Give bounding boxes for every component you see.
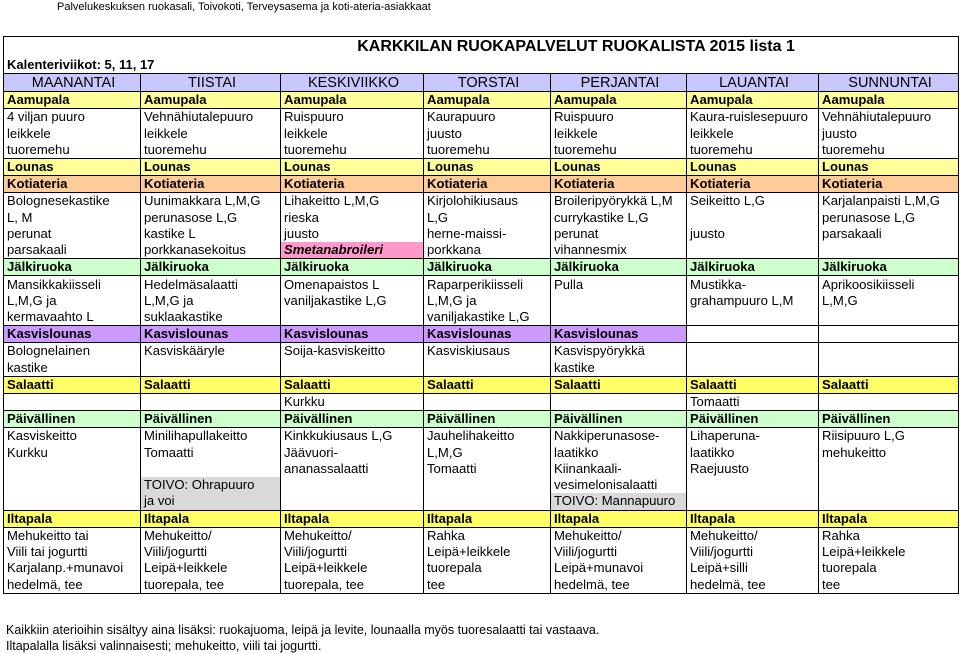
menu-cell: Minilihapullakeitto xyxy=(141,428,281,445)
menu-cell: perunasose L,G xyxy=(819,209,959,225)
menu-cell: Lihakeitto L,M,G xyxy=(281,193,424,210)
menu-cell: Lihaperuna- xyxy=(687,428,819,445)
menu-cell: Ruispuuro xyxy=(281,109,424,126)
section-label-lounas: Lounas xyxy=(687,159,819,176)
menu-cell: grahampuuro L,M xyxy=(687,293,819,309)
menu-cell: leikkele xyxy=(281,126,424,142)
section-kotiateria xyxy=(4,176,959,193)
menu-cell: Riisipuuro L,G xyxy=(819,428,959,445)
menu-cell: Mehukeitto/ xyxy=(281,527,424,544)
menu-cell: parsakaali xyxy=(819,226,959,242)
menu-row xyxy=(4,109,959,126)
section-label-jalkiruoka: Jälkiruoka xyxy=(4,259,141,276)
menu-title: KARKKILAN RUOKAPALVELUT RUOKALISTA 2015 lista 1 xyxy=(4,37,959,58)
section-label-kotiateria: Kotiateria xyxy=(281,176,424,193)
menu-cell: Raejuusto xyxy=(687,461,819,477)
section-label-jalkiruoka: Jälkiruoka xyxy=(141,259,281,276)
menu-cell xyxy=(551,309,687,326)
day-header-2: KESKIVIIKKO xyxy=(281,74,424,92)
menu-cell: hedelmä, tee xyxy=(551,577,687,594)
menu-cell: leikkele xyxy=(551,126,687,142)
menu-cell xyxy=(819,477,959,493)
section-label-lounas: Lounas xyxy=(281,159,424,176)
menu-cell: Vehnähiutalepuuro xyxy=(819,109,959,126)
menu-cell xyxy=(4,461,141,477)
menu-cell: porkkanasekoitus xyxy=(141,242,281,259)
menu-cell: tee xyxy=(819,577,959,594)
menu-cell: perunasose L,G xyxy=(141,209,281,225)
menu-cell: Mustikka- xyxy=(687,276,819,293)
section-label-paivallinen: Päivällinen xyxy=(819,411,959,428)
section-label-aamupala: Aamupala xyxy=(819,92,959,109)
menu-row xyxy=(4,193,959,210)
menu-cell: Bolognelainen xyxy=(4,343,141,360)
menu-cell: tuorepala, tee xyxy=(281,577,424,594)
menu-cell: tuorepala xyxy=(424,560,551,576)
section-label-jalkiruoka: Jälkiruoka xyxy=(281,259,424,276)
section-label-aamupala: Aamupala xyxy=(551,92,687,109)
section-label-paivallinen: Päivällinen xyxy=(141,411,281,428)
menu-cell: Omenapaistos L xyxy=(281,276,424,293)
menu-row xyxy=(4,309,959,326)
menu-cell: Mansikkakiisseli xyxy=(4,276,141,293)
section-label-kasvislounas: Kasvislounas xyxy=(141,326,281,343)
menu-cell xyxy=(819,393,959,410)
menu-cell: Rahka xyxy=(819,527,959,544)
section-label-iltapala: Iltapala xyxy=(281,510,424,527)
day-header-row xyxy=(4,74,959,92)
menu-cell: Ruispuuro xyxy=(551,109,687,126)
menu-cell xyxy=(687,343,819,360)
menu-cell: L,M,G ja xyxy=(424,293,551,309)
menu-cell xyxy=(687,360,819,377)
menu-cell: Kiinankaali- xyxy=(551,461,687,477)
menu-cell: rieska xyxy=(281,209,424,225)
menu-cell: currykastike L,G xyxy=(551,209,687,225)
menu-cell: L,M,G ja xyxy=(4,293,141,309)
menu-cell: tuorepala xyxy=(819,560,959,576)
menu-row xyxy=(4,493,959,510)
menu-cell: Smetanabroileri xyxy=(281,242,424,259)
menu-cell: Leipä+leikkele xyxy=(819,544,959,560)
section-label-lounas: Lounas xyxy=(551,159,687,176)
menu-cell xyxy=(551,393,687,410)
menu-cell: Karjalanpaisti L,M,G xyxy=(819,193,959,210)
menu-cell: mehukeitto xyxy=(819,444,959,460)
menu-cell: Mehukeitto tai xyxy=(4,527,141,544)
section-label-kotiateria: Kotiateria xyxy=(551,176,687,193)
menu-cell xyxy=(4,393,141,410)
menu-row xyxy=(4,360,959,377)
menu-cell: Seikeitto L,G xyxy=(687,193,819,210)
section-label-salaatti: Salaatti xyxy=(424,376,551,393)
menu-cell: vaniljakastike L,G xyxy=(281,293,424,309)
menu-cell xyxy=(687,209,819,225)
menu-row xyxy=(4,226,959,242)
menu-cell: vesimelonisalaatti xyxy=(551,477,687,493)
section-label-kotiateria: Kotiateria xyxy=(4,176,141,193)
section-label-salaatti: Salaatti xyxy=(4,376,141,393)
footnote-1: Kaikkiin aterioihin sisältyy aina lisäksi: ruokajuoma, leipä ja levite, lounaalla myös tuoresalaatti tai vastaava. xyxy=(6,623,600,637)
menu-row xyxy=(4,444,959,460)
menu-cell: juusto xyxy=(424,126,551,142)
section-label-lounas: Lounas xyxy=(819,159,959,176)
menu-cell xyxy=(424,477,551,493)
menu-cell xyxy=(687,309,819,326)
menu-cell: Mehukeitto/ xyxy=(551,527,687,544)
menu-cell: Uunimakkara L,M,G xyxy=(141,193,281,210)
footnote-2: Iltapalalla lisäksi valinnaisesti; mehukeitto, viili tai jogurtti. xyxy=(6,639,322,653)
menu-cell: TOIVO: Ohrapuuro xyxy=(141,477,281,493)
section-iltapala xyxy=(4,510,959,527)
menu-row xyxy=(4,142,959,159)
menu-cell: vihannesmix xyxy=(551,242,687,259)
section-label-jalkiruoka: Jälkiruoka xyxy=(687,259,819,276)
menu-row xyxy=(4,209,959,225)
menu-cell: kastike L xyxy=(141,226,281,242)
footnotes xyxy=(6,622,599,654)
menu-cell xyxy=(4,477,141,493)
menu-cell: laatikko xyxy=(687,444,819,460)
menu-cell xyxy=(141,461,281,477)
day-header-4: PERJANTAI xyxy=(551,74,687,92)
menu-cell: kermavaahto L xyxy=(4,309,141,326)
menu-cell: Karjalanp.+munavoi xyxy=(4,560,141,576)
menu-cell: Tomaatti xyxy=(687,393,819,410)
menu-cell: Kasvispyörykkä xyxy=(551,343,687,360)
section-label-kasvislounas: Kasvislounas xyxy=(424,326,551,343)
menu-cell: leikkele xyxy=(4,126,141,142)
menu-cell: Jauhelihakeitto xyxy=(424,428,551,445)
menu-cell: tuoremehu xyxy=(4,142,141,159)
menu-cell: Leipä+leikkele xyxy=(141,560,281,576)
menu-cell xyxy=(819,343,959,360)
menu-cell: Viili/jogurtti xyxy=(687,544,819,560)
menu-cell: L,M,G xyxy=(819,293,959,309)
menu-cell: tuoremehu xyxy=(281,142,424,159)
menu-cell xyxy=(551,293,687,309)
menu-cell: Viili/jogurtti xyxy=(281,544,424,560)
menu-cell: Kaura-ruislesepuuro xyxy=(687,109,819,126)
menu-cell: Mehukeitto/ xyxy=(141,527,281,544)
menu-cell xyxy=(819,309,959,326)
menu-cell: juusto xyxy=(687,226,819,242)
menu-row xyxy=(4,544,959,560)
title-row xyxy=(4,37,959,58)
menu-cell: herne-maissi- xyxy=(424,226,551,242)
menu-cell xyxy=(281,477,424,493)
section-label-aamupala: Aamupala xyxy=(141,92,281,109)
menu-cell: hedelmä, tee xyxy=(687,577,819,594)
menu-cell xyxy=(819,242,959,259)
section-label-salaatti: Salaatti xyxy=(281,376,424,393)
menu-cell: Leipä+leikkele xyxy=(424,544,551,560)
section-label-paivallinen: Päivällinen xyxy=(281,411,424,428)
menu-cell xyxy=(281,309,424,326)
section-label-paivallinen: Päivällinen xyxy=(424,411,551,428)
menu-cell xyxy=(141,360,281,377)
menu-cell xyxy=(819,461,959,477)
menu-cell: L, M xyxy=(4,209,141,225)
menu-cell: Pulla xyxy=(551,276,687,293)
menu-row xyxy=(4,343,959,360)
day-header-0: MAANANTAI xyxy=(4,74,141,92)
section-label-aamupala: Aamupala xyxy=(687,92,819,109)
menu-row xyxy=(4,527,959,544)
menu-cell: Kurkku xyxy=(281,393,424,410)
menu-cell: kastike xyxy=(4,360,141,377)
menu-cell: Aprikoosikiisseli xyxy=(819,276,959,293)
menu-cell: perunat xyxy=(551,226,687,242)
menu-cell: tuorepala, tee xyxy=(141,577,281,594)
menu-cell xyxy=(281,360,424,377)
menu-row xyxy=(4,428,959,445)
section-kasvislounas xyxy=(4,326,959,343)
section-label-aamupala: Aamupala xyxy=(4,92,141,109)
menu-cell: juusto xyxy=(819,126,959,142)
section-label-lounas: Lounas xyxy=(141,159,281,176)
menu-cell: 4 viljan puuro xyxy=(4,109,141,126)
menu-cell: juusto xyxy=(281,226,424,242)
menu-cell: tuoremehu xyxy=(424,142,551,159)
menu-cell: Kasviskeitto xyxy=(4,428,141,445)
menu-row xyxy=(4,477,959,493)
menu-cell: Raparperikiisseli xyxy=(424,276,551,293)
menu-cell: Broileripyörykkä L,M xyxy=(551,193,687,210)
day-header-3: TORSTAI xyxy=(424,74,551,92)
menu-row xyxy=(4,276,959,293)
section-label-iltapala: Iltapala xyxy=(4,510,141,527)
section-label-jalkiruoka: Jälkiruoka xyxy=(551,259,687,276)
menu-cell: tuoremehu xyxy=(687,142,819,159)
menu-cell: Viili/jogurtti xyxy=(141,544,281,560)
section-label-aamupala: Aamupala xyxy=(281,92,424,109)
section-label-paivallinen: Päivällinen xyxy=(4,411,141,428)
menu-cell: Nakkiperunasose- xyxy=(551,428,687,445)
menu-cell xyxy=(424,393,551,410)
menu-cell: tee xyxy=(424,577,551,594)
menu-cell: ja voi xyxy=(141,493,281,510)
menu-cell: Viili tai jogurtti xyxy=(4,544,141,560)
menu-cell: Hedelmäsalaatti xyxy=(141,276,281,293)
section-label-kotiateria: Kotiateria xyxy=(424,176,551,193)
menu-cell: Leipä+silli xyxy=(687,560,819,576)
menu-row xyxy=(4,461,959,477)
menu-cell: suklaakastike xyxy=(141,309,281,326)
menu-cell: L,G xyxy=(424,209,551,225)
menu-cell: Leipä+leikkele xyxy=(281,560,424,576)
menu-cell xyxy=(424,360,551,377)
section-label-kasvislounas xyxy=(687,326,819,343)
section-label-jalkiruoka: Jälkiruoka xyxy=(819,259,959,276)
menu-cell xyxy=(141,393,281,410)
section-aamupala xyxy=(4,92,959,109)
menu-row xyxy=(4,577,959,594)
menu-cell xyxy=(687,493,819,510)
section-jalkiruoka xyxy=(4,259,959,276)
menu-cell: ananassalaatti xyxy=(281,461,424,477)
weeks-row xyxy=(4,57,959,74)
section-label-kasvislounas: Kasvislounas xyxy=(4,326,141,343)
section-label-kasvislounas xyxy=(819,326,959,343)
menu-cell xyxy=(4,493,141,510)
menu-cell: Jäävuori- xyxy=(281,444,424,460)
section-label-kotiateria: Kotiateria xyxy=(141,176,281,193)
section-label-salaatti: Salaatti xyxy=(141,376,281,393)
menu-cell: Kurkku xyxy=(4,444,141,460)
menu-cell: Bolognesekastike xyxy=(4,193,141,210)
window-caption: Palvelukeskuksen ruokasali, Toivokoti, Terveysasema ja koti-ateria-asiakkaat xyxy=(0,0,960,16)
section-label-iltapala: Iltapala xyxy=(819,510,959,527)
menu-row xyxy=(4,560,959,576)
section-label-paivallinen: Päivällinen xyxy=(687,411,819,428)
menu-cell: TOIVO: Mannapuuro xyxy=(551,493,687,510)
section-label-jalkiruoka: Jälkiruoka xyxy=(424,259,551,276)
section-label-iltapala: Iltapala xyxy=(687,510,819,527)
menu-cell: parsakaali xyxy=(4,242,141,259)
menu-cell: Vehnähiutalepuuro xyxy=(141,109,281,126)
menu-cell: Viili/jogurtti xyxy=(551,544,687,560)
menu-cell xyxy=(281,493,424,510)
menu-cell: Kirjolohikiusaus xyxy=(424,193,551,210)
section-label-iltapala: Iltapala xyxy=(141,510,281,527)
section-label-lounas: Lounas xyxy=(4,159,141,176)
section-label-lounas: Lounas xyxy=(424,159,551,176)
menu-cell: Kaurapuuro xyxy=(424,109,551,126)
day-header-5: LAUANTAI xyxy=(687,74,819,92)
menu-cell: Soija-kasviskeitto xyxy=(281,343,424,360)
menu-cell: kastike xyxy=(551,360,687,377)
menu-row xyxy=(4,126,959,142)
section-salaatti xyxy=(4,376,959,393)
menu-cell: Leipä+munavoi xyxy=(551,560,687,576)
menu-cell: tuoremehu xyxy=(141,142,281,159)
section-label-aamupala: Aamupala xyxy=(424,92,551,109)
menu-cell: perunat xyxy=(4,226,141,242)
day-header-6: SUNNUNTAI xyxy=(819,74,959,92)
menu-cell: vaniljakastike L,G xyxy=(424,309,551,326)
menu-cell: leikkele xyxy=(687,126,819,142)
menu-cell: tuoremehu xyxy=(819,142,959,159)
menu-cell: Kasviskiusaus xyxy=(424,343,551,360)
section-label-salaatti: Salaatti xyxy=(687,376,819,393)
menu-row xyxy=(4,293,959,309)
menu-cell xyxy=(819,360,959,377)
menu-cell: laatikko xyxy=(551,444,687,460)
menu-cell xyxy=(819,493,959,510)
menu-cell: tuoremehu xyxy=(551,142,687,159)
menu-cell: Rahka xyxy=(424,527,551,544)
menu-cell: L,M,G xyxy=(424,444,551,460)
section-lounas xyxy=(4,159,959,176)
section-paivallinen xyxy=(4,411,959,428)
menu-cell: porkkana xyxy=(424,242,551,259)
menu-cell: Tomaatti xyxy=(424,461,551,477)
menu-cell: Kasviskääryle xyxy=(141,343,281,360)
section-label-kasvislounas: Kasvislounas xyxy=(551,326,687,343)
menu-cell xyxy=(687,242,819,259)
section-label-salaatti: Salaatti xyxy=(819,376,959,393)
menu-cell: Tomaatti xyxy=(141,444,281,460)
menu-cell xyxy=(424,493,551,510)
menu-cell: leikkele xyxy=(141,126,281,142)
section-label-paivallinen: Päivällinen xyxy=(551,411,687,428)
menu-cell: Mehukeitto/ xyxy=(687,527,819,544)
section-label-salaatti: Salaatti xyxy=(551,376,687,393)
menu-row xyxy=(4,242,959,259)
section-label-kasvislounas: Kasvislounas xyxy=(281,326,424,343)
calendar-weeks: Kalenteriviikot: 5, 11, 17 xyxy=(4,57,959,74)
section-label-iltapala: Iltapala xyxy=(551,510,687,527)
menu-row xyxy=(4,393,959,410)
section-label-kotiateria: Kotiateria xyxy=(687,176,819,193)
menu-cell xyxy=(687,477,819,493)
day-header-1: TIISTAI xyxy=(141,74,281,92)
menu-table xyxy=(3,36,959,594)
menu-cell: Kinkkukiusaus L,G xyxy=(281,428,424,445)
section-label-iltapala: Iltapala xyxy=(424,510,551,527)
menu-cell: hedelmä, tee xyxy=(4,577,141,594)
menu-cell: L,M,G ja xyxy=(141,293,281,309)
section-label-kotiateria: Kotiateria xyxy=(819,176,959,193)
